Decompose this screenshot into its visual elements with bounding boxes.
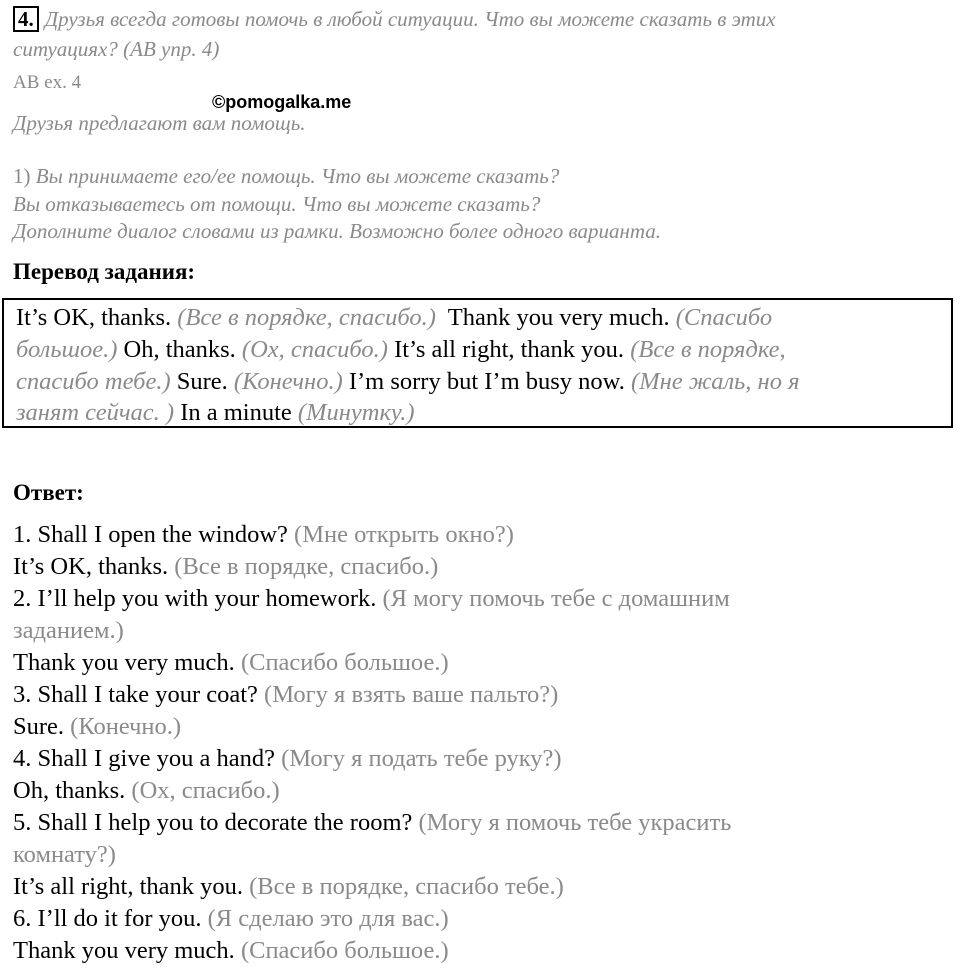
answer-en: It’s OK, thanks. bbox=[13, 553, 175, 580]
task-text-1: Друзья всегда готовы помочь в любой ситуации. Что вы можете сказать в этих bbox=[44, 7, 776, 31]
answer-ru: заданием.) bbox=[13, 617, 124, 644]
box-phrase-ru: (Ох, спасибо.) bbox=[241, 336, 388, 363]
box-phrase-ru: (Минутку.) bbox=[297, 399, 415, 426]
answer-en: Thank you very much. bbox=[13, 649, 241, 676]
box-phrase-en: It’s OK, thanks. bbox=[16, 304, 178, 331]
box-phrase-en: Oh, thanks. bbox=[117, 336, 242, 363]
answer-ru: (Конечно.) bbox=[70, 713, 182, 740]
task-line-2: ситуациях? (AB упр. 4) bbox=[13, 37, 220, 61]
answer-ru: (Я сделаю это для вас.) bbox=[207, 905, 449, 932]
answer-line bbox=[13, 713, 181, 741]
answer-ru: (Все в порядке, спасибо.) bbox=[174, 553, 439, 580]
box-phrase-ru: (Все в порядке, спасибо.) bbox=[177, 304, 436, 331]
answer-ru: (Я могу помочь тебе с домашним bbox=[382, 585, 730, 612]
answer-line bbox=[13, 745, 562, 773]
answer-ru: (Спасибо большое.) bbox=[240, 649, 449, 676]
answer-line bbox=[13, 521, 514, 549]
answer-en: 1. Shall I open the window? bbox=[13, 521, 295, 548]
box-phrase-ru: занят сейчас. ) bbox=[16, 399, 175, 426]
answer-line bbox=[13, 873, 564, 901]
answer-en: Oh, thanks. bbox=[13, 777, 132, 804]
answer-en: Thank you very much. bbox=[13, 937, 241, 964]
box-phrase-ru: (Все в порядке, bbox=[630, 336, 786, 363]
task-line-6: Дополните диалог словами из рамки. Возможно более одного варианта. bbox=[13, 219, 662, 243]
answer-line bbox=[13, 777, 280, 805]
box-phrase-ru: (Конечно.) bbox=[233, 368, 343, 395]
answer-ru: (Могу я подать тебе руку?) bbox=[281, 745, 562, 772]
box-phrase-ru: спасибо тебе.) bbox=[16, 368, 171, 395]
answer-ru: (Ох, спасибо.) bbox=[131, 777, 280, 804]
box-line-4 bbox=[16, 399, 415, 427]
answer-line bbox=[13, 937, 449, 965]
box-phrase-en: Thank you very much. bbox=[435, 304, 676, 331]
box-phrase-en: In a minute bbox=[174, 399, 298, 426]
answer-line bbox=[13, 905, 449, 933]
answer-line bbox=[13, 553, 438, 581]
box-phrase-ru: большое.) bbox=[16, 336, 118, 363]
box-line-2 bbox=[16, 336, 786, 364]
answer-heading: Ответ: bbox=[13, 480, 84, 505]
task-line-5: Вы отказываетесь от помощи. Что вы можете сказать? bbox=[13, 192, 541, 216]
word-box bbox=[2, 298, 953, 428]
box-phrase-en: Sure. bbox=[170, 368, 234, 395]
answer-ru: (Могу я помочь тебе украсить bbox=[418, 809, 732, 836]
answer-en: It’s all right, thank you. bbox=[13, 873, 250, 900]
task-sub-number: 1) bbox=[13, 164, 31, 188]
answer-line bbox=[13, 841, 116, 869]
box-phrase-ru: (Мне жаль, но я bbox=[631, 368, 800, 395]
answer-ru: (Могу я взять ваше пальто?) bbox=[264, 681, 559, 708]
box-phrase-ru: (Спасибо bbox=[675, 304, 773, 331]
task-line-1 bbox=[13, 6, 776, 32]
box-phrase-en: It’s all right, thank you. bbox=[387, 336, 631, 363]
answer-en: 4. Shall I give you a hand? bbox=[13, 745, 282, 772]
task-number: 4. bbox=[13, 6, 39, 32]
answer-line bbox=[13, 681, 558, 709]
answer-line bbox=[13, 617, 124, 645]
answer-ru: (Спасибо большое.) bbox=[240, 937, 449, 964]
answer-en: 5. Shall I help you to decorate the room? bbox=[13, 809, 419, 836]
box-line-1 bbox=[16, 304, 772, 332]
box-line-3 bbox=[16, 368, 799, 396]
answer-en: 3. Shall I take your coat? bbox=[13, 681, 265, 708]
answer-line bbox=[13, 809, 731, 837]
answer-en: Sure. bbox=[13, 713, 71, 740]
answer-ru: (Все в порядке, спасибо тебе.) bbox=[249, 873, 564, 900]
answer-en: 6. I’ll do it for you. bbox=[13, 905, 208, 932]
answer-line bbox=[13, 585, 730, 613]
answer-ru: комнату?) bbox=[13, 841, 116, 868]
answer-ru: (Мне открыть окно?) bbox=[294, 521, 514, 548]
answer-en: 2. I’ll help you with your homework. bbox=[13, 585, 383, 612]
task-line-3: Друзья предлагают вам помощь. bbox=[13, 111, 306, 135]
task-line-4 bbox=[13, 164, 559, 189]
task-text-4: Вы принимаете его/ее помощь. Что вы можете сказать? bbox=[35, 164, 560, 188]
answer-line bbox=[13, 649, 449, 677]
translation-heading: Перевод задания: bbox=[13, 259, 196, 284]
watermark: ©pomogalka.me bbox=[212, 92, 352, 112]
box-phrase-en: I’m sorry but I’m busy now. bbox=[342, 368, 632, 395]
ab-reference: AB ex. 4 bbox=[13, 72, 82, 93]
